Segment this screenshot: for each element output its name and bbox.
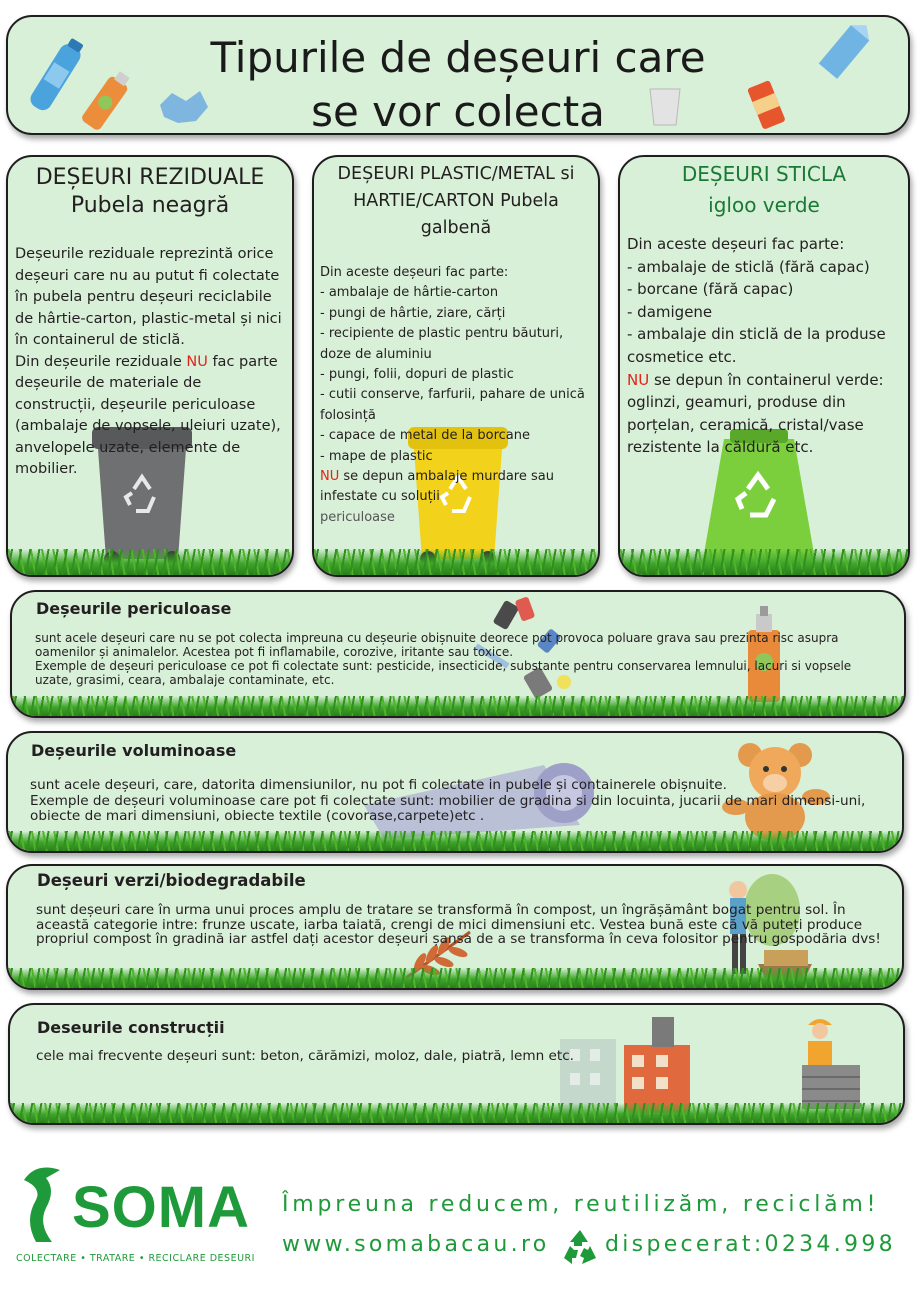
dispatch-phone[interactable]: dispecerat:0234.998	[605, 1232, 896, 1257]
constructii-body: cele mai frecvente deșeuri sunt: beton, cărămizi, moloz, dale, piatră, lemn etc.	[36, 1048, 575, 1064]
logo-subtitle: COLECTARE • TRATARE • RECICLARE DESEURI	[16, 1253, 255, 1264]
plastic-title: DEȘEURI PLASTIC/METAL si HARTIE/CARTON Pubela galbenă	[337, 164, 575, 238]
logo-text: SOMA	[72, 1175, 250, 1240]
section-verzi	[6, 864, 904, 990]
sticla-body: Din aceste deșeuri fac parte: - ambalaje de sticlă (fără capac) - borcane (fără capac) - damigene - ambalaje din sticlă de la produse cosmetice etc. NU se depun în containerul verde: oglinzi, geamuri, produse din porțelan, ceramică, cristal/vase rezistente la căldură etc.	[627, 235, 886, 457]
website-link[interactable]: www.somabacau.ro	[282, 1232, 550, 1257]
recycle-icon	[560, 1228, 600, 1266]
nu-warning-label: NU	[320, 469, 340, 485]
title-line-2: se vor colecta	[311, 87, 605, 135]
section-constructii	[8, 1003, 905, 1125]
periculoase-body: sunt acele deșeuri care nu se pot colecta impreuna cu deșeurie obișnuite deorece pot provoca poluare grava sau prezinta risc asupra oamenilor și animalelor. Acestea pot fi inflamabile, corozive, iritante sau toxice. Exemple de deșeuri periculoase ce pot fi colectate sunt: pesticide, insecticide, substante pentru conservarea lemnului, lacuri si vopsele uzate, grasimi, ceara, ambalaje contaminate, etc.	[35, 631, 852, 687]
section-periculoase	[10, 590, 906, 718]
card-deseuri-plastic	[312, 155, 600, 577]
worker-icon	[792, 1015, 864, 1115]
rezidual-paragraph-2: Din deșeurile reziduale NU fac parte deșeurile de materiale de construcții, deșeurile periculoase (ambalaje de vopsele, uleiuri uzate), anvelopele uzate, elemente de mobilier.	[15, 353, 281, 477]
card-deseuri-sticla	[618, 155, 910, 577]
title-line-1: Tipurile de deșeuri care	[210, 33, 706, 82]
section-voluminoase	[6, 731, 904, 853]
plastic-body: Din aceste deșeuri fac parte: - ambalaje de hârtie-carton - pungi de hârtie, ziare, cărți - recipiente de plastic pentru băuturi, doze de aluminiu - pungi, folii, dopuri de plastic - cutii conserve, farfurii, pahare de unică folosință - capace de metal de la borcane - mape de plastic NU se depun ambalaje murdare sau infestate cu soluții periculoase	[320, 265, 585, 525]
verzi-body: sunt deșeuri care în urma unui proces amplu de tratare se transformă în compost, un îngrășământ bogat pentru sol. În această categorie intre: frunze uscate, iarba taiată, crengi de mici dimensiuni etc. Vestea bună este că vă puteți produce propriul compost în gradină iar astfel dați acestor deșeuri șansa de a se transforma în ceva folositor pentru gospodăria dvs!	[36, 902, 881, 947]
nu-warning-label: NU	[186, 353, 208, 370]
page-title	[8, 31, 908, 135]
rezidual-body	[15, 244, 286, 481]
slogan: Împreuna reducem, reutilizăm, reciclăm!	[282, 1192, 880, 1217]
footer	[0, 1150, 920, 1300]
periculoase-title: Deșeurile periculoase	[36, 599, 232, 618]
voluminoase-title: Deșeurile voluminoase	[31, 741, 237, 760]
building-icon	[560, 1015, 700, 1115]
card-deseuri-reziduale	[6, 155, 294, 577]
rezidual-title: DEȘEURI REZIDUALE Pubela neagră	[35, 165, 265, 218]
verzi-title: Deșeuri verzi/biodegradabile	[37, 871, 306, 890]
voluminoase-body: sunt acele deșeuri, care, datorita dimensiunilor, nu pot fi colectate in pubele și containerele obișnuite. Exemple de deșeuri voluminoase care pot fi colectate sunt: mobilier de gradina si din locuinta, jucarii de mari dimensi-uni, obiecte de mari dimensiuni, obiecte textile (covorase,carpete)etc .	[30, 777, 866, 824]
rezidual-paragraph-1: Deșeurile reziduale reprezintă orice deșeuri care nu au putut fi colectate în pubela pentru deșeuri reciclabile de hârtie-carton, plastic-metal și nici în containerul de sticlă.	[15, 246, 282, 348]
nu-warning-label: NU	[627, 370, 650, 389]
constructii-title: Deseurile construcții	[37, 1018, 225, 1037]
sticla-title: DEȘEURI STICLA igloo verde	[681, 162, 847, 217]
header-panel	[6, 15, 910, 135]
